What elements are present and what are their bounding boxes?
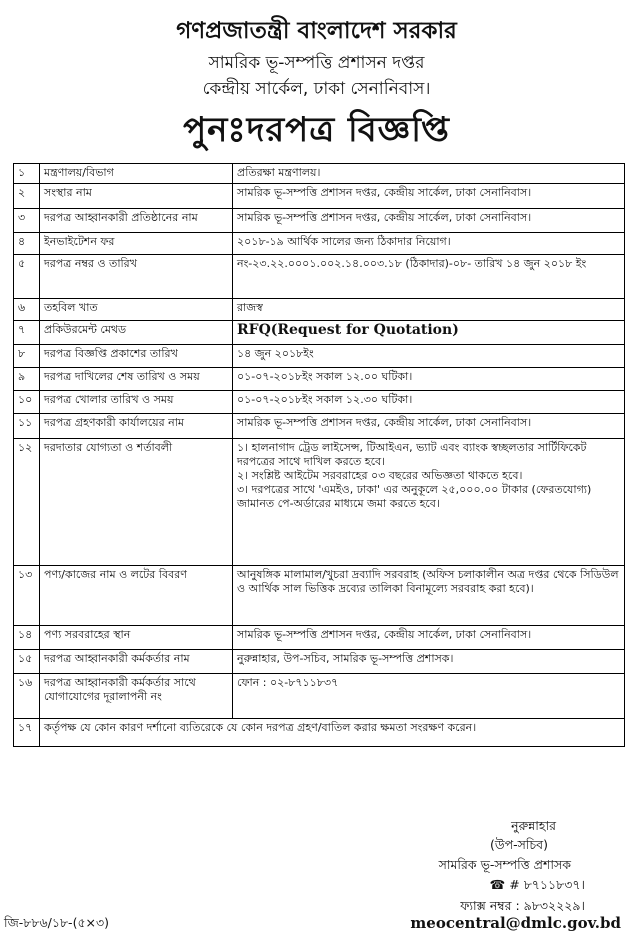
row-number: ১ bbox=[14, 164, 40, 184]
row-number: ৫ bbox=[14, 255, 40, 299]
signatory-email[interactable]: meocentral@dmlc.gov.bd bbox=[410, 914, 621, 932]
table-row bbox=[14, 626, 625, 650]
row-value: ০১-০৭-২০১৮ইং সকাল ১২.৩০ ঘটিকা। bbox=[233, 391, 625, 414]
row-label: দরপত্র আহ্বানকারী প্রতিষ্ঠানের নাম bbox=[40, 209, 233, 233]
row-value: নুরুন্নাহার, উপ-সচিব, সামরিক ভূ-সম্পত্তি প্রশাসক। bbox=[233, 650, 625, 674]
row-label: দরপত্র নম্বর ও তারিখ bbox=[40, 255, 233, 299]
row-number: ১৪ bbox=[14, 626, 40, 650]
row-value: ফোন : ০২-৮৭১১৮৩৭ bbox=[233, 674, 625, 719]
row-value: নং-২৩.২২.০০০১.০০২.১৪.০০৩.১৮ (ঠিকাদার)-০৮- তারিখ ১৪ জুন ২০১৮ ইং bbox=[233, 255, 625, 299]
row-label: দরপত্র গ্রহণকারী কার্যালয়ের নাম bbox=[40, 414, 233, 439]
row-value: সামরিক ভূ-সম্পত্তি প্রশাসন দপ্তর, কেন্দ্রীয় সার্কেল, ঢাকা সেনানিবাস। bbox=[233, 414, 625, 439]
table-row bbox=[14, 299, 625, 321]
signatory-name: নুরুন্নাহার bbox=[511, 818, 556, 833]
row-number: ১২ bbox=[14, 439, 40, 566]
table-row bbox=[14, 674, 625, 719]
signatory-office: সামরিক ভূ-সম্পত্তি প্রশাসক bbox=[438, 857, 571, 872]
row-label: দরপত্র বিজ্ঞপ্তি প্রকাশের তারিখ bbox=[40, 345, 233, 368]
table-row bbox=[14, 209, 625, 233]
table-row bbox=[14, 439, 625, 566]
row-value: সামরিক ভূ-সম্পত্তি প্রশাসন দপ্তর, কেন্দ্রীয় সার্কেল, ঢাকা সেনানিবাস। bbox=[233, 184, 625, 209]
row-label: সংস্থার নাম bbox=[40, 184, 233, 209]
tender-table bbox=[13, 163, 625, 747]
row-number: ১০ bbox=[14, 391, 40, 414]
row-value: সামরিক ভূ-সম্পত্তি প্রশাসন দপ্তর, কেন্দ্রীয় সার্কেল, ঢাকা সেনানিবাস। bbox=[233, 626, 625, 650]
header-circle: কেন্দ্রীয় সার্কেল, ঢাকা সেনানিবাস। bbox=[202, 79, 431, 99]
signatory-phone bbox=[490, 877, 585, 897]
row-label: মন্ত্রণালয়/বিভাগ bbox=[40, 164, 233, 184]
signatory-designation: (উপ-সচিব) bbox=[489, 837, 548, 852]
row-label: প্রকিউরমেন্ট মেথড bbox=[40, 321, 233, 345]
media-reference: জি-৮৮৬/১৮-(৫×৩) bbox=[4, 915, 110, 930]
table-row bbox=[14, 321, 625, 345]
row-value: রাজস্ব bbox=[233, 299, 625, 321]
row-number: ১৫ bbox=[14, 650, 40, 674]
table-row bbox=[14, 414, 625, 439]
table-row bbox=[14, 255, 625, 299]
row-value: সামরিক ভূ-সম্পত্তি প্রশাসন দপ্তর, কেন্দ্রীয় সার্কেল, ঢাকা সেনানিবাস। bbox=[233, 209, 625, 233]
table-row bbox=[14, 233, 625, 255]
table-row bbox=[14, 650, 625, 674]
table-row bbox=[14, 391, 625, 414]
row-value: প্রতিরক্ষা মন্ত্রণালয়। bbox=[233, 164, 625, 184]
telephone-icon: ☎ bbox=[489, 877, 506, 892]
row-value: ০১-০৭-২০১৮ইং সকাল ১২.০০ ঘটিকা। bbox=[233, 368, 625, 391]
row-label: দরপত্র আহ্বানকারী কর্মকর্তার সাথে যোগাযোগের দূরালাপনী নং bbox=[40, 674, 233, 719]
eligibility-conditions: ১। হালনাগাদ ট্রেড লাইসেন্স, টিআইএন, ভ্যাট এবং ব্যাংক স্বচ্ছলতার সার্টিফিকেট দরপত্রের সাথে দাখিল করতে হবে। ২। সংশ্লিষ্ট আইটেম সরবরাহের ০৩ বছরের অভিজ্ঞতা থাকতে হবে। ৩। দরপত্রের সাথে 'এমইও, ঢাকা' এর অনুকূলে ২৫,০০০.০০ টাকার (ফেরতযোগ্য) জামানত পে-অর্ডারের মাধ্যমে জমা করতে হবে। bbox=[233, 439, 625, 566]
signatory-fax: ফ্যাক্স নম্বর : ৯৮৩২২২৯। bbox=[460, 898, 585, 913]
table-row bbox=[14, 345, 625, 368]
row-label: তহবিল খাত bbox=[40, 299, 233, 321]
row-number: ২ bbox=[14, 184, 40, 209]
row-number: ৮ bbox=[14, 345, 40, 368]
row-value: ২০১৮-১৯ আর্থিক সালের জন্য ঠিকাদার নিয়োগ। bbox=[233, 233, 625, 255]
row-number: ১৭ bbox=[14, 719, 40, 747]
row-value: আনুষঙ্গিক মালামাল/খুচরা দ্রব্যাদি সরবরাহ (অফিস চলাকালীন অত্র দপ্তর থেকে সিডিউল ও আর্থিক সাল ভিত্তিক দ্রব্যের তালিকা বিনামূল্যে সরবরাহ করা হবে)। bbox=[233, 566, 625, 626]
row-label: দরপত্র খোলার তারিখ ও সময় bbox=[40, 391, 233, 414]
table-row bbox=[14, 368, 625, 391]
header-govt: গণপ্রজাতন্ত্রী বাংলাদেশ সরকার bbox=[176, 18, 457, 44]
table-row bbox=[14, 184, 625, 209]
row-number: ১১ bbox=[14, 414, 40, 439]
row-label: পণ্য সরবরাহের স্থান bbox=[40, 626, 233, 650]
notice-title: পুনঃদরপত্র বিজ্ঞপ্তি bbox=[183, 110, 450, 150]
row-number: ৬ bbox=[14, 299, 40, 321]
row-number: ৩ bbox=[14, 209, 40, 233]
header-office: সামরিক ভূ-সম্পত্তি প্রশাসন দপ্তর bbox=[208, 53, 425, 73]
phone-number: # ৮৭১১৮৩৭। bbox=[509, 877, 585, 892]
row-label: ইনভাইটেশন ফর bbox=[40, 233, 233, 255]
reservation-clause: কর্তৃপক্ষ যে কোন কারণ দর্শানো ব্যতিরেকে যে কোন দরপত্র গ্রহণ/বাতিল করার ক্ষমতা সংরক্ষণ করেন। bbox=[40, 719, 625, 747]
row-number: ৭ bbox=[14, 321, 40, 345]
row-label: পণ্য/কাজের নাম ও লটের বিবরণ bbox=[40, 566, 233, 626]
table-row bbox=[14, 164, 625, 184]
row-number: ৯ bbox=[14, 368, 40, 391]
table-row bbox=[14, 719, 625, 747]
row-value: ১৪ জুন ২০১৮ইং bbox=[233, 345, 625, 368]
row-label: দরপত্র দাখিলের শেষ তারিখ ও সময় bbox=[40, 368, 233, 391]
row-number: ১৩ bbox=[14, 566, 40, 626]
row-label: দরদাতার যোগ্যতা ও শর্তাবলী bbox=[40, 439, 233, 566]
row-number: ৪ bbox=[14, 233, 40, 255]
row-label: দরপত্র আহ্বানকারী কর্মকর্তার নাম bbox=[40, 650, 233, 674]
row-number: ১৬ bbox=[14, 674, 40, 719]
procurement-method-value: RFQ(Request for Quotation) bbox=[233, 321, 625, 345]
table-row bbox=[14, 566, 625, 626]
